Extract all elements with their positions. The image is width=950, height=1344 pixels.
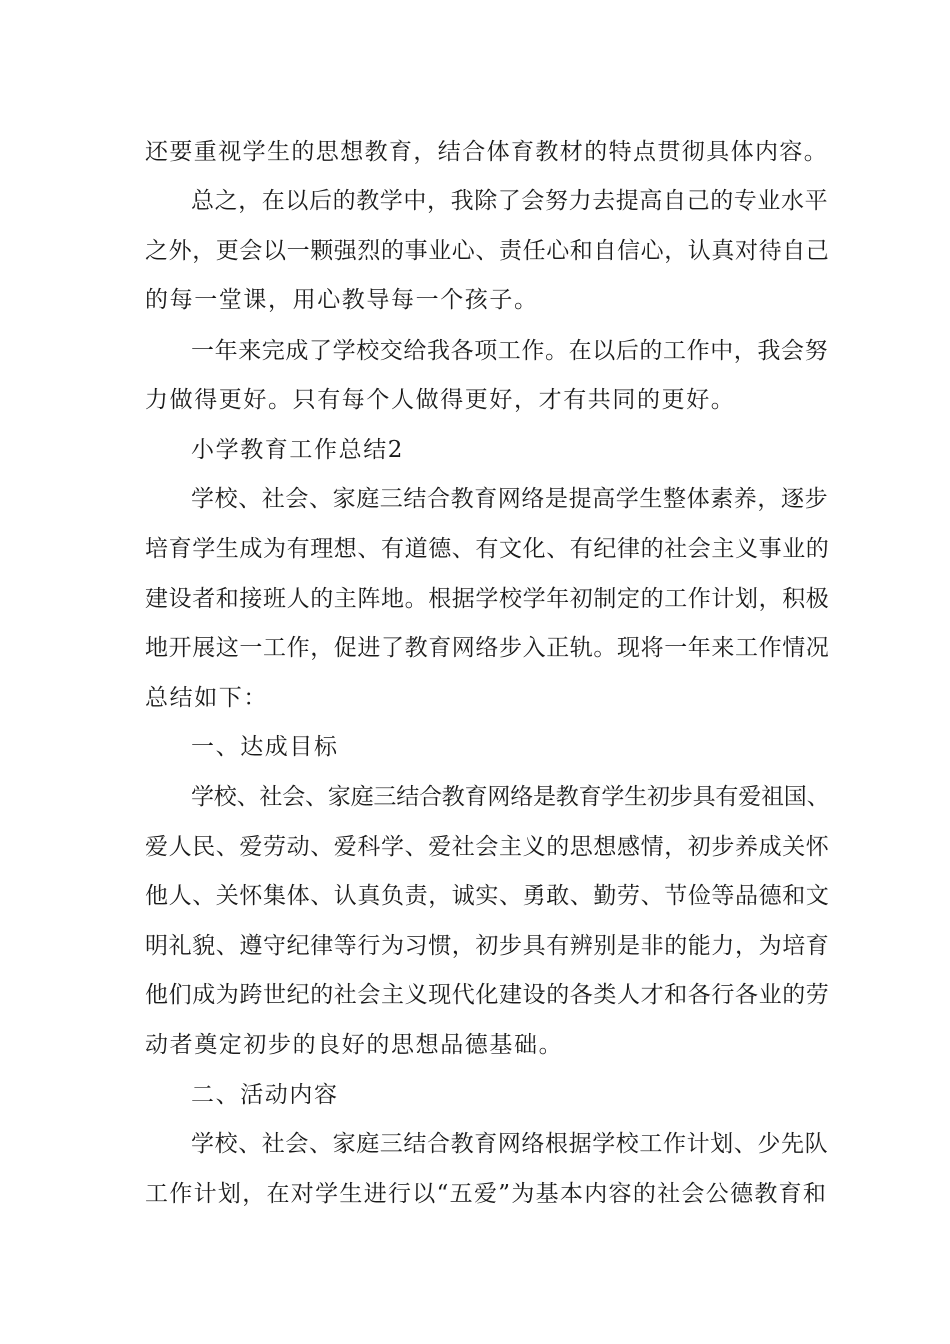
text-line: 还要重视学生的思想教育，结合体育教材的特点贯彻具体内容。	[145, 139, 829, 165]
text-line: 培育学生成为有理想、有道德、有文化、有纪律的社会主义事业的	[145, 536, 830, 562]
section-heading: 小学教育工作总结2	[191, 437, 405, 463]
text-line: 学校、社会、家庭三结合教育网络根据学校工作计划、少先队	[191, 1131, 829, 1157]
text-line: 总结如下：	[145, 685, 268, 711]
text-line: 一年来完成了学校交给我各项工作。在以后的工作中，我会努	[191, 338, 829, 364]
text-line: 力做得更好。只有每个人做得更好，才有共同的更好。	[145, 387, 736, 413]
text-line: 工作计划，在对学生进行以“五爱”为基本内容的社会公德教育和	[145, 1181, 828, 1207]
text-line: 他们成为跨世纪的社会主义现代化建设的各类人才和各行各业的劳	[145, 982, 830, 1008]
text-line: 爱人民、爱劳动、爱科学、爱社会主义的思想感情，初步养成关怀	[145, 834, 830, 860]
text-line: 之外，更会以一颗强烈的事业心、责任心和自信心，认真对待自己	[145, 238, 830, 264]
text-line: 他人、关怀集体、认真负责，诚实、勇敢、勤劳、节俭等品德和文	[145, 883, 830, 909]
subsection-heading: 二、活动内容	[191, 1082, 339, 1108]
text-line: 动者奠定初步的良好的思想品德基础。	[145, 1032, 564, 1058]
text-line: 明礼貌、遵守纪律等行为习惯，初步具有辨别是非的能力，为培育	[145, 933, 830, 959]
text-line: 总之，在以后的教学中，我除了会努力去提高自己的专业水平	[191, 188, 829, 214]
text-line: 学校、社会、家庭三结合教育网络是教育学生初步具有爱祖国、	[191, 784, 830, 810]
text-line: 学校、社会、家庭三结合教育网络是提高学生整体素养，逐步	[191, 486, 829, 512]
text-line: 建设者和接班人的主阵地。根据学校学年初制定的工作计划，积极	[145, 586, 830, 612]
text-line: 的每一堂课，用心教导每一个孩子。	[145, 287, 539, 313]
subsection-heading: 一、达成目标	[191, 734, 339, 760]
text-line: 地开展这一工作，促进了教育网络步入正轨。现将一年来工作情况	[145, 635, 830, 661]
